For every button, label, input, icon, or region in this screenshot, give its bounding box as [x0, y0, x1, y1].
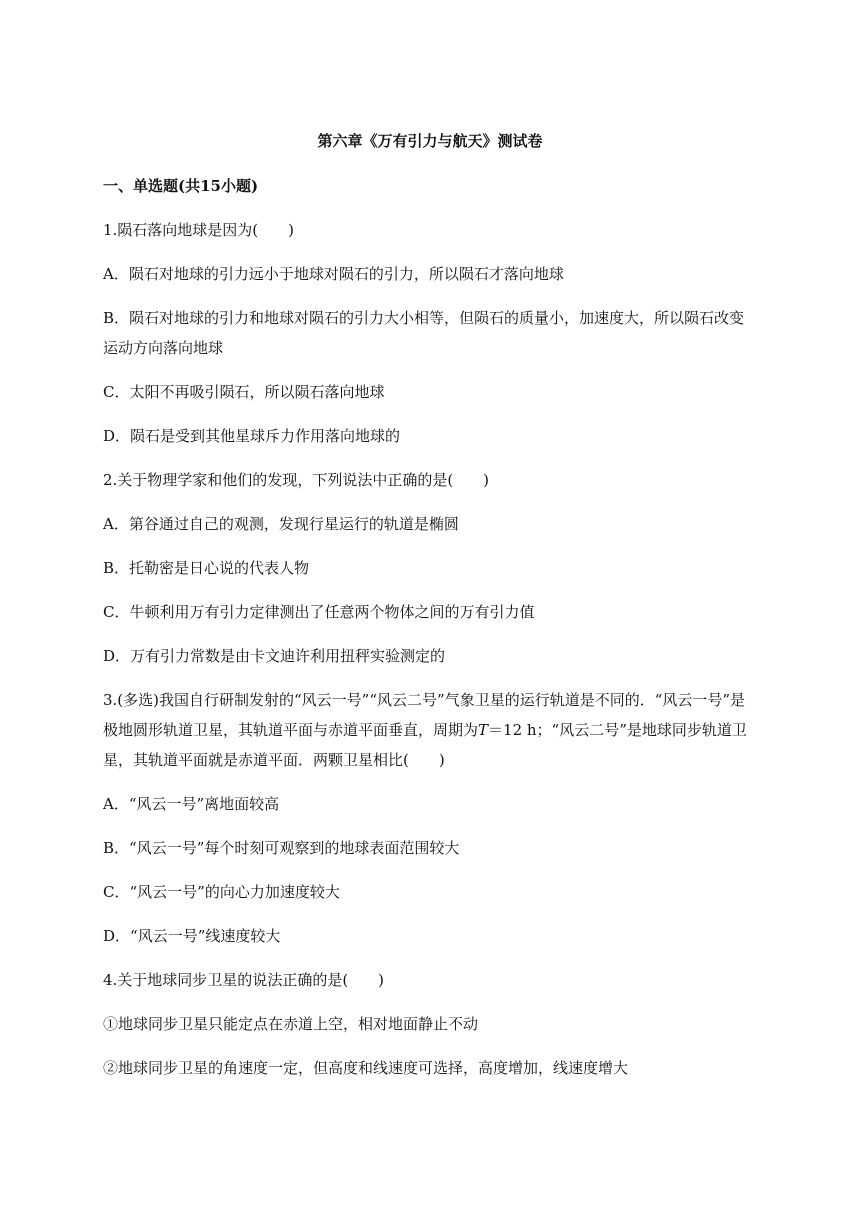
question-2-stem: 2.关于物理学家和他们的发现，下列说法中正确的是( )	[103, 471, 490, 489]
period-symbol: T	[478, 721, 489, 739]
question-1-option-d: D．陨石是受到其他星球斥力作用落向地球的	[103, 427, 401, 445]
question-3-option-d: D．“风云一号”线速度较大	[103, 927, 281, 945]
question-2-option-d: D．万有引力常数是由卡文迪许利用扭秤实验测定的	[103, 647, 446, 665]
question-2-option-b: B．托勒密是日心说的代表人物	[103, 559, 310, 577]
question-4-stem: 4.关于地球同步卫星的说法正确的是( )	[103, 971, 385, 989]
question-2-option-a: A．第谷通过自己的观测，发现行星运行的轨道是椭圆	[103, 515, 459, 533]
question-2-option-c: C．牛顿利用万有引力定律测出了任意两个物体之间的万有引力值	[103, 603, 535, 621]
question-3-stem-line-3: 星，其轨道平面就是赤道平面．两颗卫星相比( )	[103, 751, 445, 769]
question-1-option-b: B．陨石对地球的引力和地球对陨石的引力大小相等，但陨石的质量小，加速度大，所以陨石改变	[103, 309, 745, 327]
question-3-stem-line-1: 3.(多选)我国自行研制发射的“风云一号”“风云二号”气象卫星的运行轨道是不同的．“风云一号”是	[103, 691, 746, 709]
question-4-statement-2: ②地球同步卫星的角速度一定，但高度和线速度可选择，高度增加，线速度增大	[103, 1059, 629, 1077]
question-3-stem-line-2-end: ＝12 h；“风云二号”是地球同步轨道卫	[488, 721, 747, 739]
document-title: 第六章《万有引力与航天》测试卷	[317, 132, 543, 150]
question-3-stem-line-2-text: 极地圆形轨道卫星，其轨道平面与赤道平面垂直，周期为	[103, 721, 479, 739]
section-heading: 一、单选题(共15小题)	[103, 177, 259, 195]
question-3-stem-line-2	[103, 719, 763, 741]
question-1-stem: 1.陨石落向地球是因为( )	[103, 221, 295, 239]
question-4-statement-1: ①地球同步卫星只能定点在赤道上空，相对地面静止不动	[103, 1015, 479, 1033]
question-1-option-b-cont: 运动方向落向地球	[103, 339, 224, 357]
question-1-option-a: A．陨石对地球的引力远小于地球对陨石的引力，所以陨石才落向地球	[103, 265, 564, 283]
question-1-option-c: C．太阳不再吸引陨石，所以陨石落向地球	[103, 383, 385, 401]
question-3-option-c: C．“风云一号”的向心力加速度较大	[103, 883, 340, 901]
question-3-option-b: B．“风云一号”每个时刻可观察到的地球表面范围较大	[103, 839, 460, 857]
question-3-option-a: A．“风云一号”离地面较高	[103, 795, 280, 813]
